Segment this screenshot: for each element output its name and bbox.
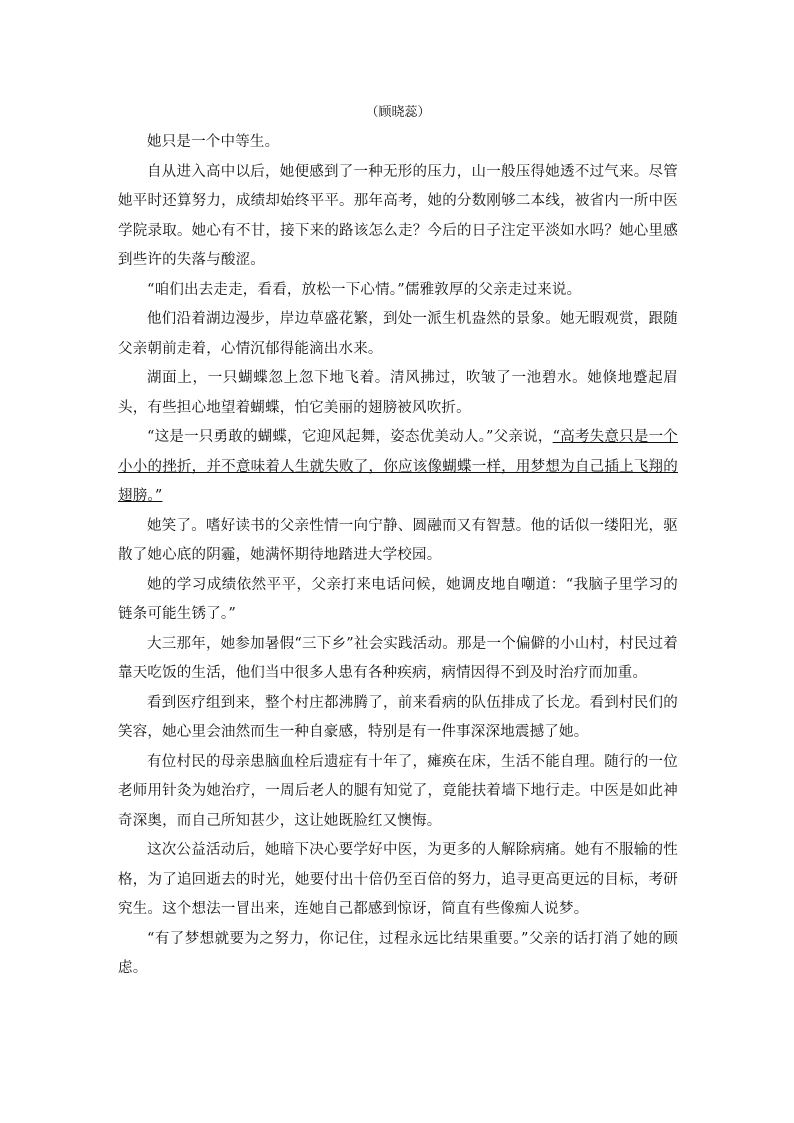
paragraph-4: 他们沿着湖边漫步，岸边草盛花繁，到处一派生机盎然的景象。她无暇观赏，跟随父亲朝前走着，心情沉郁得能滴出水来。	[118, 311, 678, 357]
paragraph-10: 看到医疗组到来，整个村庄都沸腾了，前来看病的队伍排成了长龙。看到村民们的笑容，她心里会油然而生一种自豪感，特别是有一件事深深地震撼了她。	[118, 694, 678, 740]
paragraph-11: 有位村民的母亲患脑血栓后遗症有十年了，瘫痪在床，生活不能自理。随行的一位老师用针灸为她治疗，一周后老人的腿有知觉了，竟能扶着墙下地行走。中医是如此神奇深奥，而自己所知甚少，这让她既脸红又懊悔。	[118, 753, 678, 829]
author-line: （顾晓蕊）	[365, 105, 431, 120]
paragraph-9: 大三那年，她参加暑假“三下乡”社会实践活动。那是一个偏僻的小山村，村民过着靠天吃饭的生活，他们当中很多人患有各种疾病，病情因得不到及时治疗而加重。	[118, 635, 678, 681]
paragraph-6	[118, 423, 678, 512]
paragraph-8: 她的学习成绩依然平平，父亲打来电话问候，她调皮地自嘲道：“我脑子里学习的链条可能生锈了。”	[118, 576, 678, 622]
paragraph-1: 她只是一个中等生。	[147, 134, 280, 150]
paragraph-12: 这次公益活动后，她暗下决心要学好中医，为更多的人解除病痛。她有不服输的性格，为了追回逝去的时光，她要付出十倍仍至百倍的努力，追寻更高更远的目标，考研究生。这个想法一冒出来，连她自己都感到惊讶，简直有些像痴人说梦。	[118, 842, 678, 917]
paragraph-3: “咱们出去走走，看看，放松一下心情。”儒雅敦厚的父亲走过来说。	[147, 281, 582, 298]
paragraph-2: 自从进入高中以后，她便感到了一种无形的压力，山一般压得她透不过气来。尽管她平时还算努力，成绩却始终平平。那年高考，她的分数刚够二本线，被省内一所中医学院录取。她心有不甘，接下来的路该怎么走？今后的日子注定平淡如水吗？她心里感到些许的失落与酸涩。	[118, 163, 678, 268]
paragraph-7: 她笑了。嗜好读书的父亲性情一向宁静、圆融而又有智慧。他的话似一缕阳光，驱散了她心底的阴霾，她满怀期待地踏进大学校园。	[118, 517, 678, 563]
paragraph-5: 湖面上，一只蝴蝶忽上忽下地飞着。清风拂过，吹皱了一池碧水。她倏地蹙起眉头，有些担心地望着蝴蝶，怕它美丽的翅膀被风吹折。	[118, 370, 678, 416]
paragraph-13: “有了梦想就要为之努力，你记住，过程永远比结果重要。”父亲的话打消了她的顾虑。	[118, 930, 678, 976]
document-page	[118, 100, 678, 984]
paragraph-6-lead: “这是一只勇敢的蝴蝶，它迎风起舞，姿态优美动人。”父亲说，	[147, 429, 553, 445]
underlined-quote: “高考失意只是一个小小的挫折，并不意味着人生就失败了，你应该像蝴蝶一样，用梦想为自己插上飞翔的翅膀。”	[118, 429, 679, 504]
